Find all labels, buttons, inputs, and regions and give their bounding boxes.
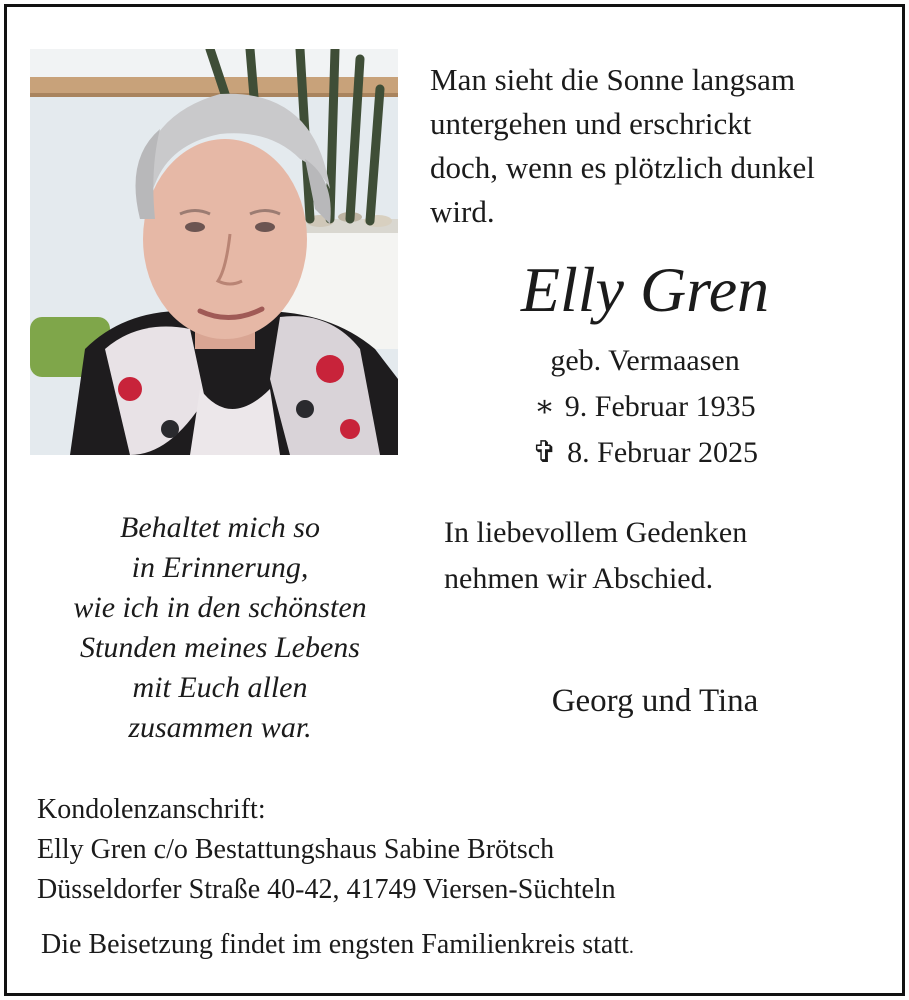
deceased-name: Elly Gren — [520, 254, 770, 325]
poem-line: Man sieht die Sonne langsam — [430, 62, 796, 97]
farewell-quote — [30, 508, 410, 748]
quote-line: in Erinnerung, — [131, 551, 309, 584]
quote-line: wie ich in den schönsten — [73, 591, 367, 624]
remembrance-text — [444, 510, 864, 602]
death-cross-icon: ✞ — [532, 436, 558, 469]
burial-note-text: Die Beisetzung findet im engsten Familienkreis statt — [41, 929, 629, 960]
birth-date: 9. Februar 1935 — [564, 390, 756, 423]
remembrance-line: In liebevollem Gedenken — [444, 516, 748, 549]
birth-row — [430, 384, 860, 430]
burial-note-period: . — [628, 936, 634, 958]
portrait-photo — [30, 49, 398, 455]
death-date: 8. Februar 2025 — [567, 436, 758, 469]
poem-line: untergehen und erschrickt — [430, 106, 752, 141]
poem-line: doch, wenn es plötzlich dunkel — [430, 150, 815, 185]
quote-line: Stunden meines Lebens — [80, 631, 360, 664]
quote-line: mit Euch allen — [132, 671, 308, 704]
maiden-name: geb. Vermaasen — [550, 344, 740, 377]
signers: Georg und Tina — [551, 683, 759, 719]
quote-line: Behaltet mich so — [120, 511, 320, 544]
poem-line: wird. — [430, 194, 495, 229]
remembrance-line: nehmen wir Abschied. — [444, 562, 714, 595]
burial-note — [41, 925, 881, 967]
quote-line: zusammen war. — [128, 711, 312, 744]
opening-poem — [430, 58, 867, 234]
death-row — [430, 430, 860, 476]
condolence-address — [37, 790, 877, 910]
condolence-line: Elly Gren c/o Bestattungshaus Sabine Brötsch — [37, 834, 555, 865]
birth-star-icon: ∗ — [534, 390, 555, 423]
life-dates — [430, 338, 860, 476]
condolence-heading: Kondolenzanschrift: — [37, 794, 266, 825]
condolence-line: Düsseldorfer Straße 40-42, 41749 Viersen-Süchteln — [37, 874, 616, 905]
